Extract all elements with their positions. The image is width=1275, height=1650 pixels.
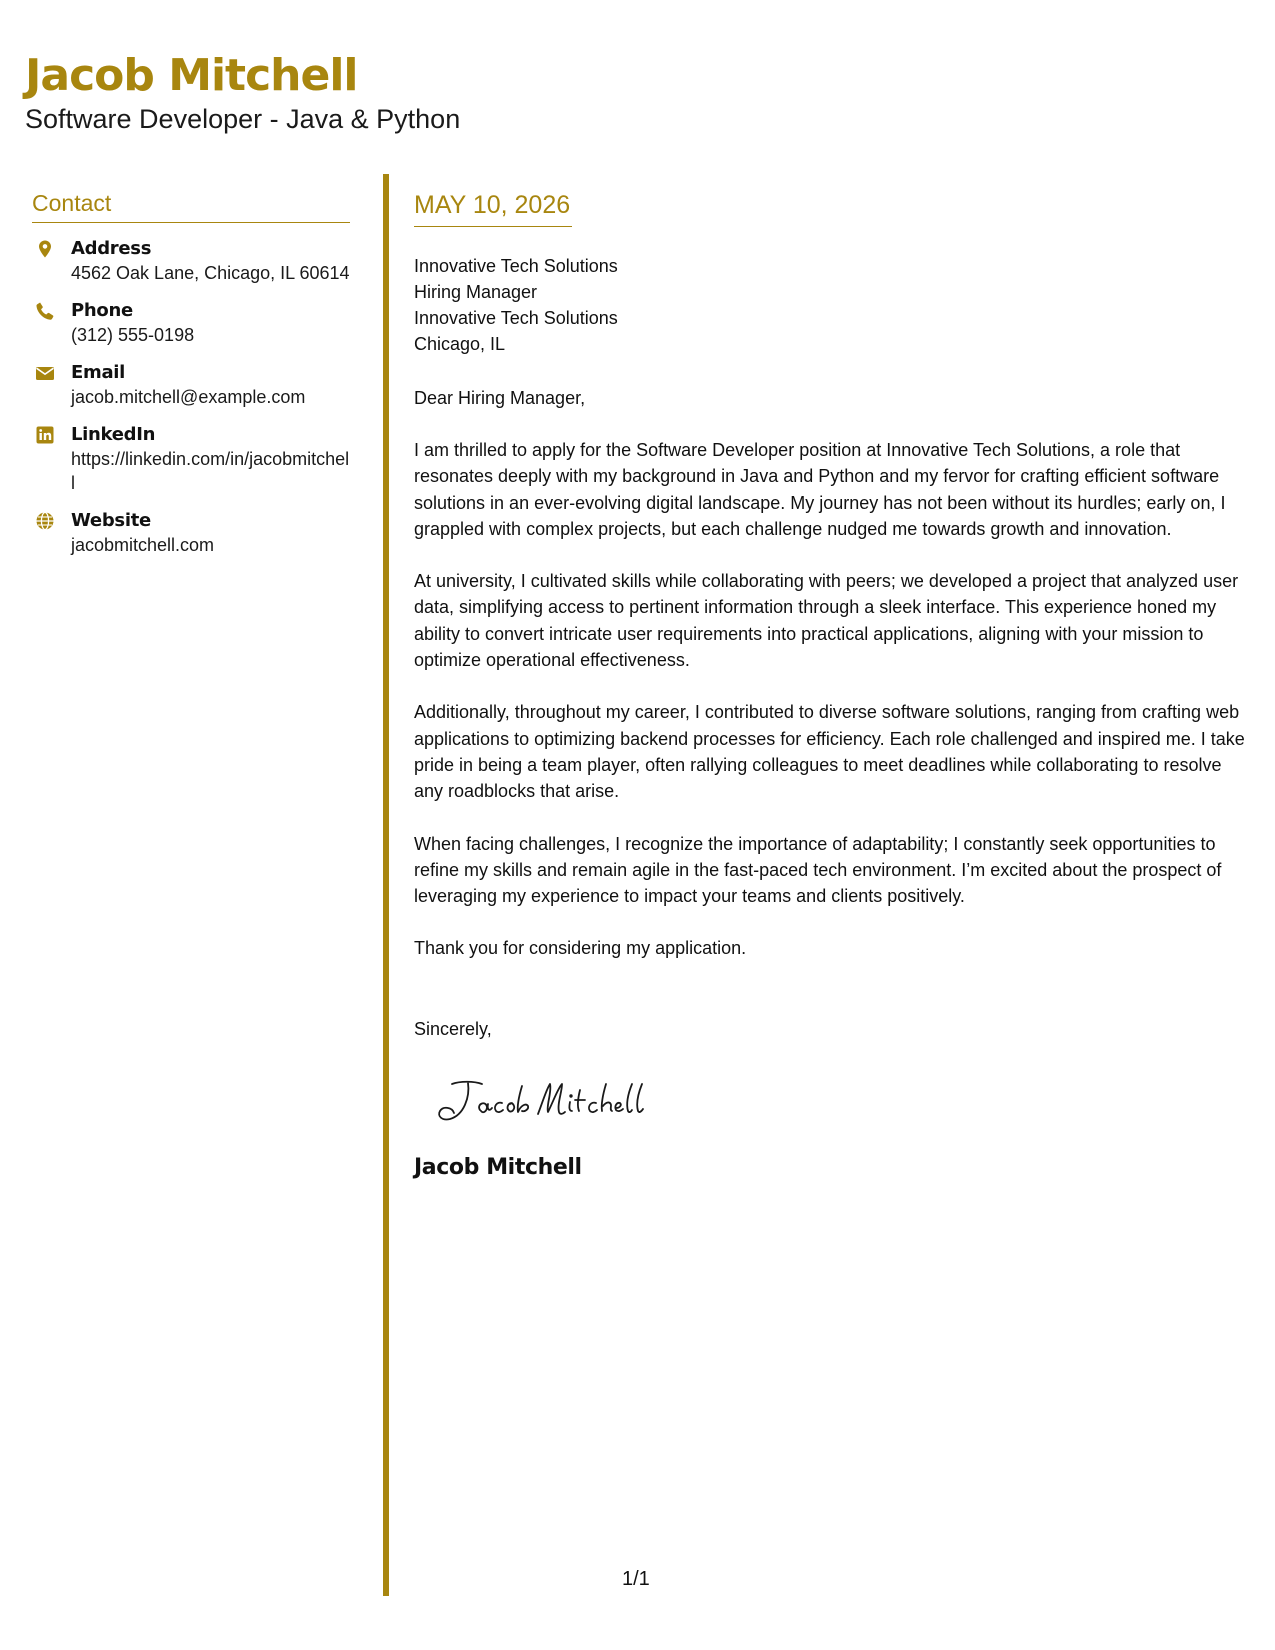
linkedin-icon [35, 425, 55, 445]
email-value: jacob.mitchell@example.com [71, 387, 306, 407]
map-pin-icon [35, 239, 55, 259]
website-value: jacobmitchell.com [71, 535, 215, 555]
address-label: Address [71, 238, 152, 259]
contact-item-email [32, 361, 350, 409]
body-paragraph: I am thrilled to apply for the Software Developer position at Innovative Tech Solutions, a role that resonates deeply with my background in Java and Python and my fervor for crafting efficient software solutions in an ever-evolving digital landscape. My journey has not been without its hurdles; early on, I grappled with complex projects, but each challenge nudged me towards growth and innovation. [414, 440, 1226, 539]
recipient-line: Innovative Tech Solutions [414, 308, 618, 328]
contact-item-linkedin [32, 423, 350, 495]
letter-header [25, 48, 460, 136]
envelope-icon [35, 363, 55, 383]
applicant-title: Software Developer - Java & Python [25, 104, 461, 134]
contact-sidebar [32, 186, 350, 557]
letter-date: MAY 10, 2026 [414, 188, 572, 227]
address-value: 4562 Oak Lane, Chicago, IL 60614 [71, 263, 350, 283]
contact-item-phone [32, 299, 350, 347]
salutation: Dear Hiring Manager, [414, 388, 586, 408]
recipient-line: Hiring Manager [414, 282, 538, 302]
contact-item-website [32, 509, 350, 557]
letter-body [414, 188, 1249, 1183]
body-paragraph: Additionally, throughout my career, I contributed to diverse software solutions, ranging from crafting web applications to optimizing backend processes for efficiency. Each role challenged and inspired me. I take pride in being a team player, often rallying colleagues to meet deadlines while collaborating to resolve any roadblocks that arise. [414, 702, 1245, 802]
closing: Sincerely, [414, 1018, 492, 1039]
contact-item-address [32, 237, 350, 285]
phone-icon [35, 301, 55, 321]
column-divider [383, 174, 389, 1596]
body-paragraph: Thank you for considering my application. [414, 938, 747, 959]
linkedin-label: LinkedIn [71, 424, 156, 445]
globe-icon [35, 511, 55, 531]
website-label: Website [71, 510, 151, 531]
body-paragraph: At university, I cultivated skills while collaborating with peers; we developed a project that analyzed user data, simplifying access to pertinent information through a sleek interface. This experience honed my ability to convert intricate user requirements into practical applications, aligning with your mission to optimize operational effectiveness. [414, 571, 1239, 671]
linkedin-value: https://linkedin.com/in/jacobmitchell [71, 449, 350, 493]
recipient-line: Chicago, IL [414, 334, 506, 354]
page-number: 1/1 [622, 1568, 650, 1590]
applicant-name: Jacob Mitchell [25, 50, 358, 101]
body-paragraph: When facing challenges, I recognize the importance of adaptability; I constantly seek opportunities to refine my skills and remain agile in the fast-paced tech environment. I’m excited about the prospect of leveraging my experience to impact your teams and clients positively. [414, 833, 1222, 907]
contact-heading: Contact [32, 186, 350, 223]
recipient-block [414, 253, 1249, 357]
phone-value: (312) 555-0198 [71, 325, 195, 345]
handwritten-signature [430, 1070, 670, 1132]
signer-name: Jacob Mitchell [414, 1154, 582, 1180]
email-label: Email [71, 362, 126, 383]
recipient-line: Innovative Tech Solutions [414, 256, 618, 276]
phone-label: Phone [71, 300, 133, 321]
